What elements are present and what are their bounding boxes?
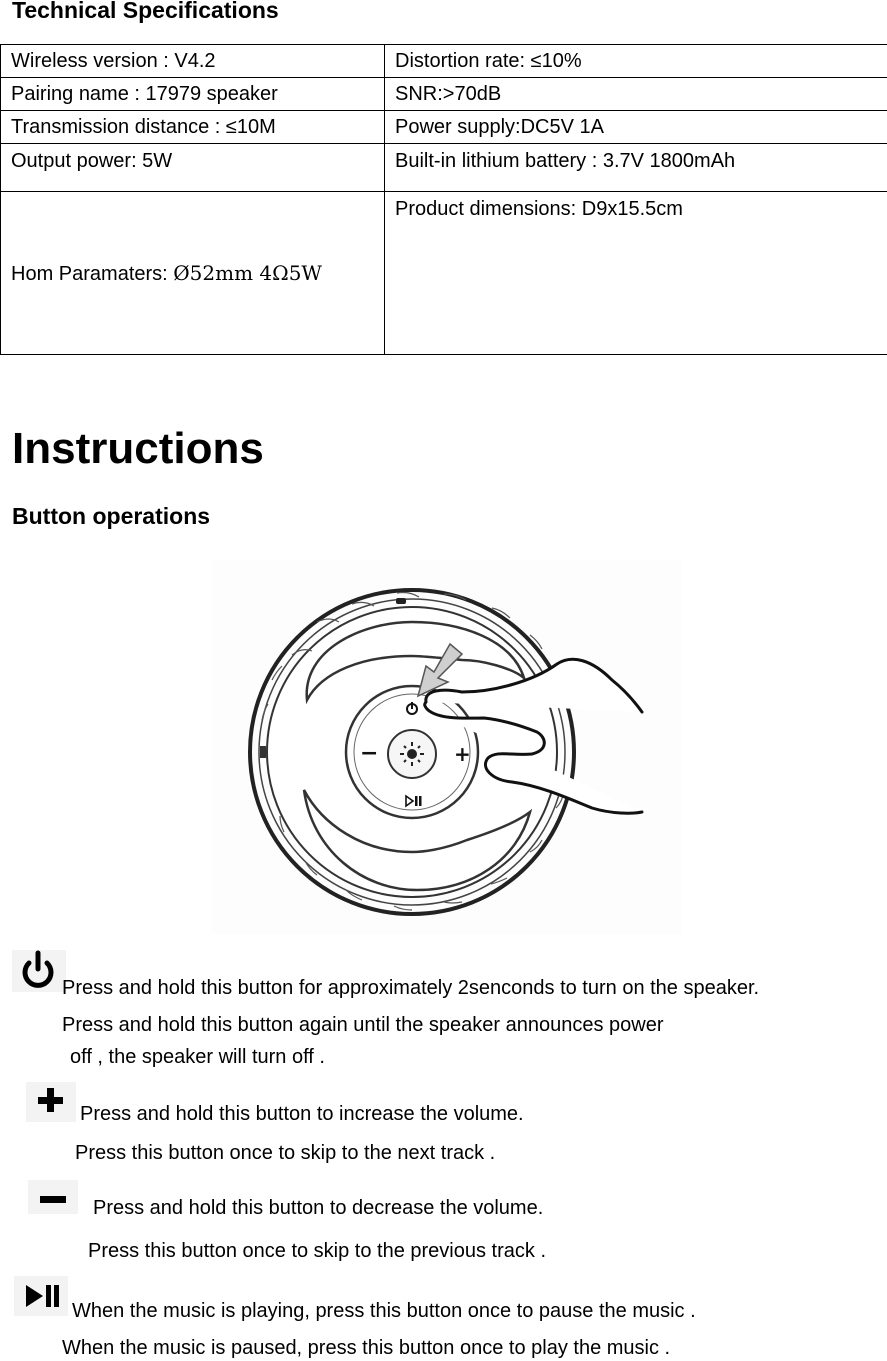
- table-row: [1, 144, 887, 192]
- table-row: [1, 78, 887, 111]
- power-desc-line-1: Press and hold this button for approximately 2senconds to turn on the speaker.: [62, 977, 760, 999]
- spec-table: [0, 44, 887, 355]
- spec-output-power: Output power: 5W: [1, 144, 385, 192]
- spec-heading: Technical Specifications: [12, 0, 279, 23]
- plus-icon: [26, 1082, 76, 1122]
- spec-transmission-distance: Transmission distance : ≤10M: [1, 111, 385, 144]
- spec-horn-parameters: [1, 192, 385, 355]
- spec-snr: SNR:>70dB: [385, 78, 887, 111]
- spec-horn-label: Hom Paramaters:: [11, 262, 174, 285]
- minus-icon: [28, 1180, 78, 1214]
- figure-minus-label: −: [360, 741, 379, 766]
- spec-wireless-version: Wireless version : V4.2: [1, 45, 385, 78]
- table-row: [1, 192, 887, 355]
- minus-desc-line-2: Press this button once to skip to the previous track .: [88, 1240, 547, 1262]
- table-row: [1, 111, 887, 144]
- table-row: [1, 45, 887, 78]
- spec-horn-value: Ø52mm 4Ω5W: [173, 260, 322, 285]
- instructions-title: Instructions: [12, 424, 264, 473]
- power-desc-line-2: Press and hold this button again until the speaker announces power: [62, 1014, 664, 1036]
- power-icon: [12, 950, 66, 992]
- power-desc-line-3: off , the speaker will turn off .: [70, 1046, 325, 1068]
- plus-desc-line-1: Press and hold this button to increase the volume.: [80, 1103, 524, 1125]
- play-pause-icon: [14, 1276, 68, 1316]
- play-pause-desc-line-2: When the music is paused, press this button once to play the music .: [62, 1337, 671, 1359]
- plus-desc-line-2: Press this button once to skip to the next track .: [75, 1142, 496, 1164]
- spec-power-supply: Power supply:DC5V 1A: [385, 111, 887, 144]
- spec-dimensions: Product dimensions: D9x15.5cm: [385, 192, 887, 355]
- spec-pairing-name: Pairing name : 17979 speaker: [1, 78, 385, 111]
- play-pause-desc-line-1: When the music is playing, press this button once to pause the music .: [72, 1300, 696, 1322]
- spec-battery: Built-in lithium battery : 3.7V 1800mAh: [385, 144, 887, 192]
- minus-desc-line-1: Press and hold this button to decrease the volume.: [93, 1197, 544, 1219]
- speaker-illustration: [212, 560, 682, 934]
- button-operations-heading: Button operations: [12, 503, 211, 529]
- spec-distortion-rate: Distortion rate: ≤10%: [385, 45, 887, 78]
- figure-plus-label: +: [454, 742, 471, 766]
